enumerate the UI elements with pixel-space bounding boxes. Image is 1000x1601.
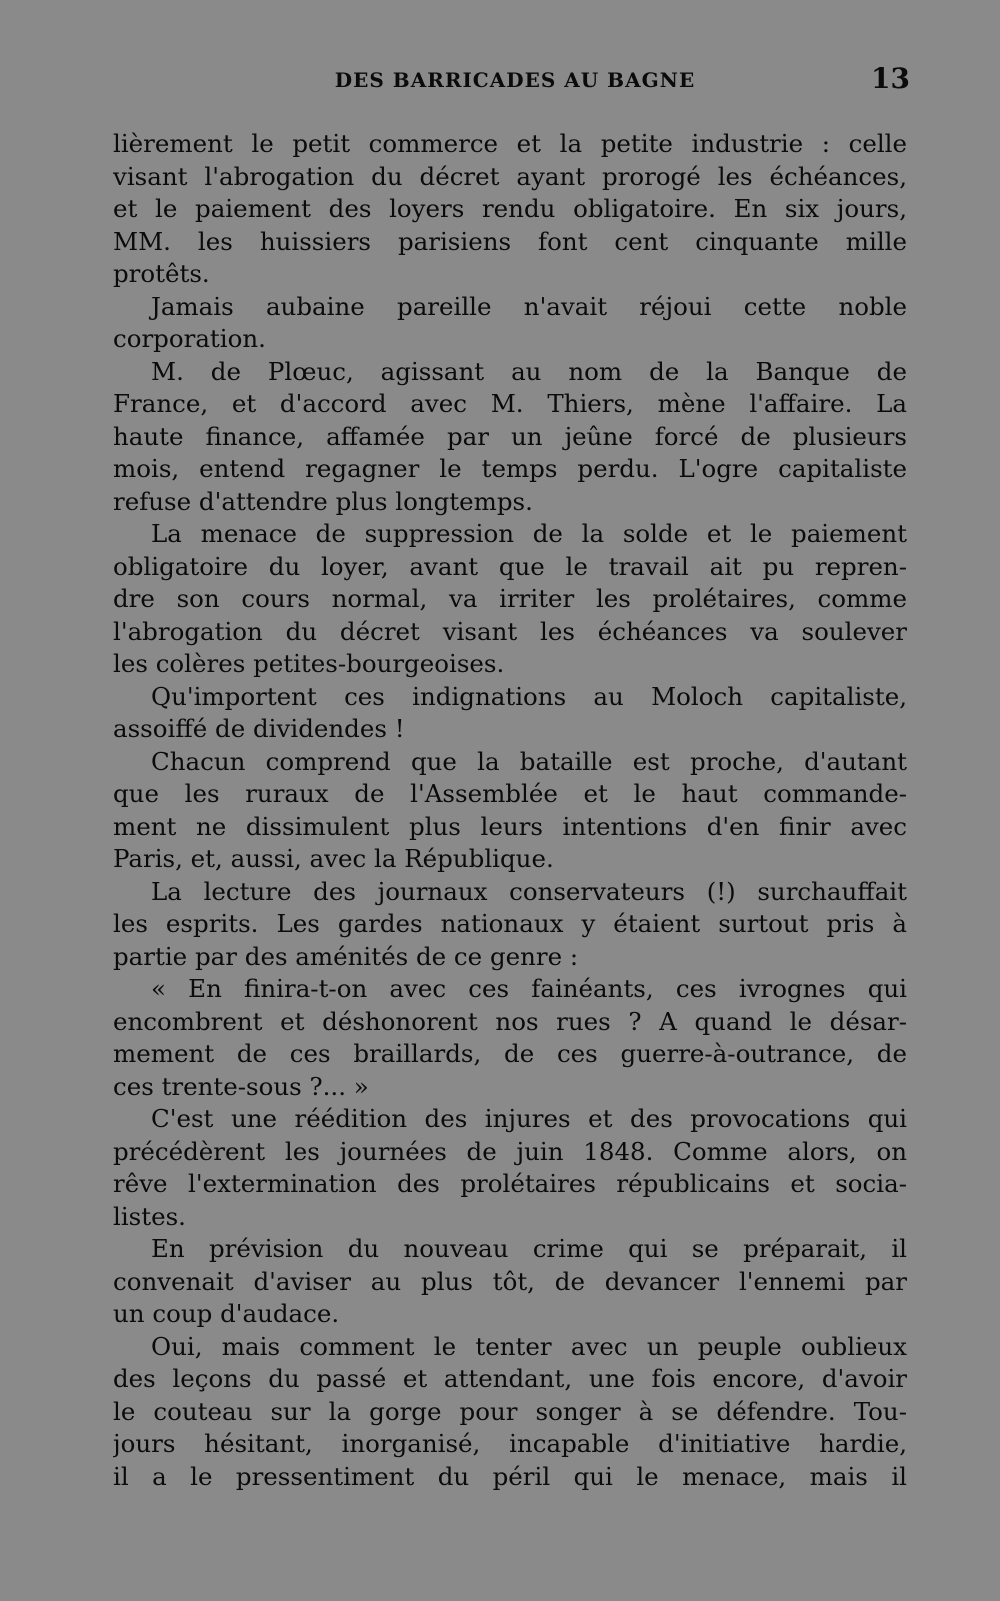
text-line: La menace de suppression de la solde et le paiement	[151, 519, 907, 548]
body-text	[113, 128, 907, 1493]
page-number: 13	[871, 62, 910, 95]
text-line: des leçons du passé et attendant, une fois encore, d'avoir	[113, 1364, 907, 1393]
text-line: et le paiement des loyers rendu obligatoire. En six jours,	[113, 194, 907, 223]
text-line: dre son cours normal, va irriter les prolétaires, comme	[113, 584, 907, 613]
text-line: La lecture des journaux conservateurs (!) surchauffait	[151, 876, 907, 906]
text-line: les esprits. Les gardes nationaux y étaient surtout pris à	[113, 909, 907, 938]
text-line: assoiffé de dividendes !	[113, 714, 405, 743]
text-line: les colères petites-bourgeoises.	[113, 649, 505, 678]
text-line: M. de Plœuc, agissant au nom de la Banque de	[151, 356, 907, 386]
text-line: ment ne dissimulent plus leurs intentions d'en finir avec	[113, 811, 907, 841]
text-line: encombrent et déshonorent nos rues ? A quand le désar-	[113, 1006, 907, 1036]
text-line: C'est une réédition des injures et des provocations qui	[151, 1104, 907, 1133]
running-title: DES BARRICADES AU BAGNE	[334, 68, 696, 92]
text-line: visant l'abrogation du décret ayant prorogé les échéances,	[113, 161, 907, 191]
text-line: un coup d'audace.	[113, 1299, 340, 1328]
text-line: listes.	[113, 1201, 186, 1231]
text-line: convenait d'aviser au plus tôt, de devancer l'ennemi par	[113, 1266, 907, 1296]
text-line: Paris, et, aussi, avec la République.	[113, 844, 554, 873]
text-line: « En finira-t-on avec ces fainéants, ces ivrognes qui	[151, 974, 907, 1003]
text-line: MM. les huissiers parisiens font cent cinquante mille	[113, 226, 907, 256]
text-line: France, et d'accord avec M. Thiers, mène l'affaire. La	[113, 389, 907, 418]
text-line: ces trente-sous ?... »	[113, 1071, 369, 1101]
text-line: que les ruraux de l'Assemblée et le haut commande-	[113, 779, 907, 808]
text-line: l'abrogation du décret visant les échéances va soulever	[113, 616, 907, 646]
text-line: le couteau sur la gorge pour songer à se défendre. Tou-	[113, 1396, 907, 1426]
text-line: Jamais aubaine pareille n'avait réjoui cette noble	[151, 291, 907, 321]
text-line: obligatoire du loyer, avant que le travail ait pu repren-	[113, 551, 907, 581]
text-line: En prévision du nouveau crime qui se préparait, il	[151, 1234, 907, 1263]
text-line: mois, entend regagner le temps perdu. L'ogre capitaliste	[113, 454, 907, 483]
text-line: Chacun comprend que la bataille est proche, d'autant	[151, 746, 907, 776]
text-line: haute finance, affamée par un jeûne forcé de plusieurs	[113, 421, 907, 451]
text-line: précédèrent les journées de juin 1848. Comme alors, on	[113, 1136, 907, 1166]
running-head	[120, 62, 910, 102]
text-line: jours hésitant, inorganisé, incapable d'initiative hardie,	[113, 1429, 907, 1458]
text-line: mement de ces braillards, de ces guerre-à-outrance, de	[113, 1039, 907, 1068]
text-line: rêve l'extermination des prolétaires républicains et socia-	[113, 1169, 907, 1198]
text-line: il a le pressentiment du péril qui le menace, mais il	[113, 1461, 907, 1491]
text-line: corporation.	[113, 324, 266, 353]
text-line: lièrement le petit commerce et la petite industrie : celle	[113, 129, 907, 158]
text-line: protêts.	[113, 259, 210, 288]
text-line: Qu'importent ces indignations au Moloch capitaliste,	[151, 681, 907, 711]
text-line: Oui, mais comment le tenter avec un peuple oublieux	[151, 1331, 907, 1361]
text-line: partie par des aménités de ce genre :	[113, 941, 579, 971]
text-line: refuse d'attendre plus longtemps.	[113, 486, 533, 516]
